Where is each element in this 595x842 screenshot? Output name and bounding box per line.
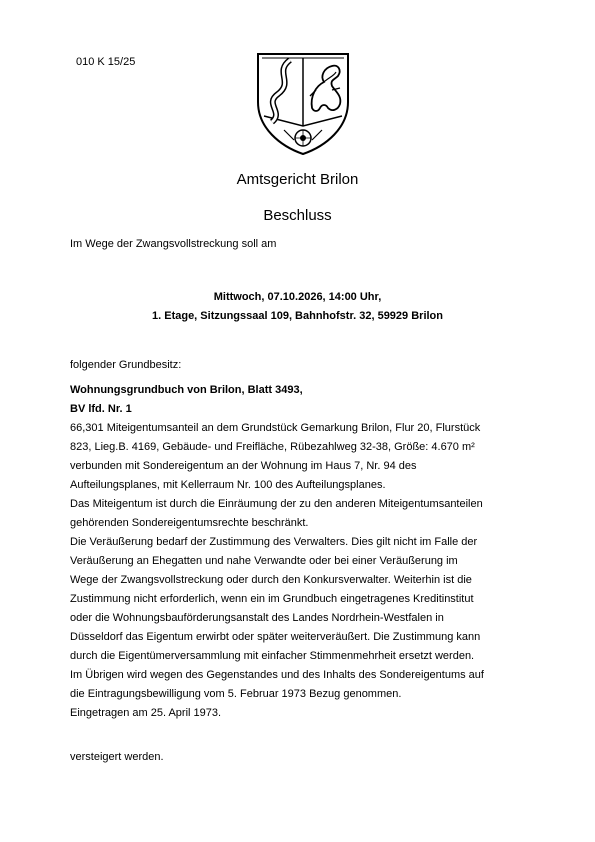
item-number: BV lfd. Nr. 1 (70, 403, 132, 415)
property-line: oder die Wohnungsbauförderungsanstalt des Landes Nordrhein-Westfalen in (70, 612, 444, 624)
closing-text: versteigert werden. (70, 751, 164, 763)
property-intro: folgender Grundbesitz: (70, 359, 182, 371)
intro-text: Im Wege der Zwangsvollstreckung soll am (70, 238, 277, 250)
property-line: 823, Lieg.B. 4169, Gebäude- und Freifläche, Rübezahlweg 32-38, Größe: 4.670 m² (70, 441, 475, 453)
property-line: gehörenden Sondereigentumsrechte beschränkt. (70, 517, 309, 529)
property-line: 66,301 Miteigentumsanteil an dem Grundstück Gemarkung Brilon, Flur 20, Flurstück (70, 422, 481, 434)
document-title: Beschluss (263, 207, 332, 224)
file-reference: 010 K 15/25 (76, 56, 136, 68)
court-name: Amtsgericht Brilon (236, 171, 359, 188)
coat-of-arms-icon (254, 46, 352, 158)
property-line: Im Übrigen wird wegen des Gegenstandes und des Inhalts des Sondereigentums auf (70, 669, 484, 681)
property-line: die Eintragungsbewilligung vom 5. Februar 1973 Bezug genommen. (70, 688, 402, 700)
property-line: Zustimmung nicht erforderlich, wenn ein im Grundbuch eingetragenes Kreditinstitut (70, 593, 474, 605)
property-line: Das Miteigentum ist durch die Einräumung der zu den anderen Miteigentumsanteilen (70, 498, 483, 510)
property-line: Veräußerung an Ehegatten und nahe Verwandte oder bei einer Veräußerung im (70, 555, 458, 567)
property-description (70, 381, 540, 723)
property-line: durch die Eigentümerversammlung mit einfacher Stimmenmehrheit ersetzt werden. (70, 650, 475, 662)
property-line: Aufteilungsplanes, mit Kellerraum Nr. 100 des Aufteilungsplanes. (70, 479, 386, 491)
property-line: verbunden mit Sondereigentum an der Wohnung im Haus 7, Nr. 94 des (70, 460, 417, 472)
property-line: Wege der Zwangsvollstreckung oder durch den Konkursverwalter. Weiterhin ist die (70, 574, 472, 586)
appointment-location: 1. Etage, Sitzungssaal 109, Bahnhofstr. 32, 59929 Brilon (152, 310, 443, 322)
property-line: Die Veräußerung bedarf der Zustimmung des Verwalters. Dies gilt nicht im Falle der (70, 536, 478, 548)
register-line: Wohnungsgrundbuch von Brilon, Blatt 3493, (70, 384, 303, 396)
property-line: Düsseldorf das Eigentum erwirbt oder später weiterveräußert. Die Zustimmung kann (70, 631, 481, 643)
property-line: Eingetragen am 25. April 1973. (70, 707, 222, 719)
appointment-date: Mittwoch, 07.10.2026, 14:00 Uhr, (213, 291, 382, 303)
